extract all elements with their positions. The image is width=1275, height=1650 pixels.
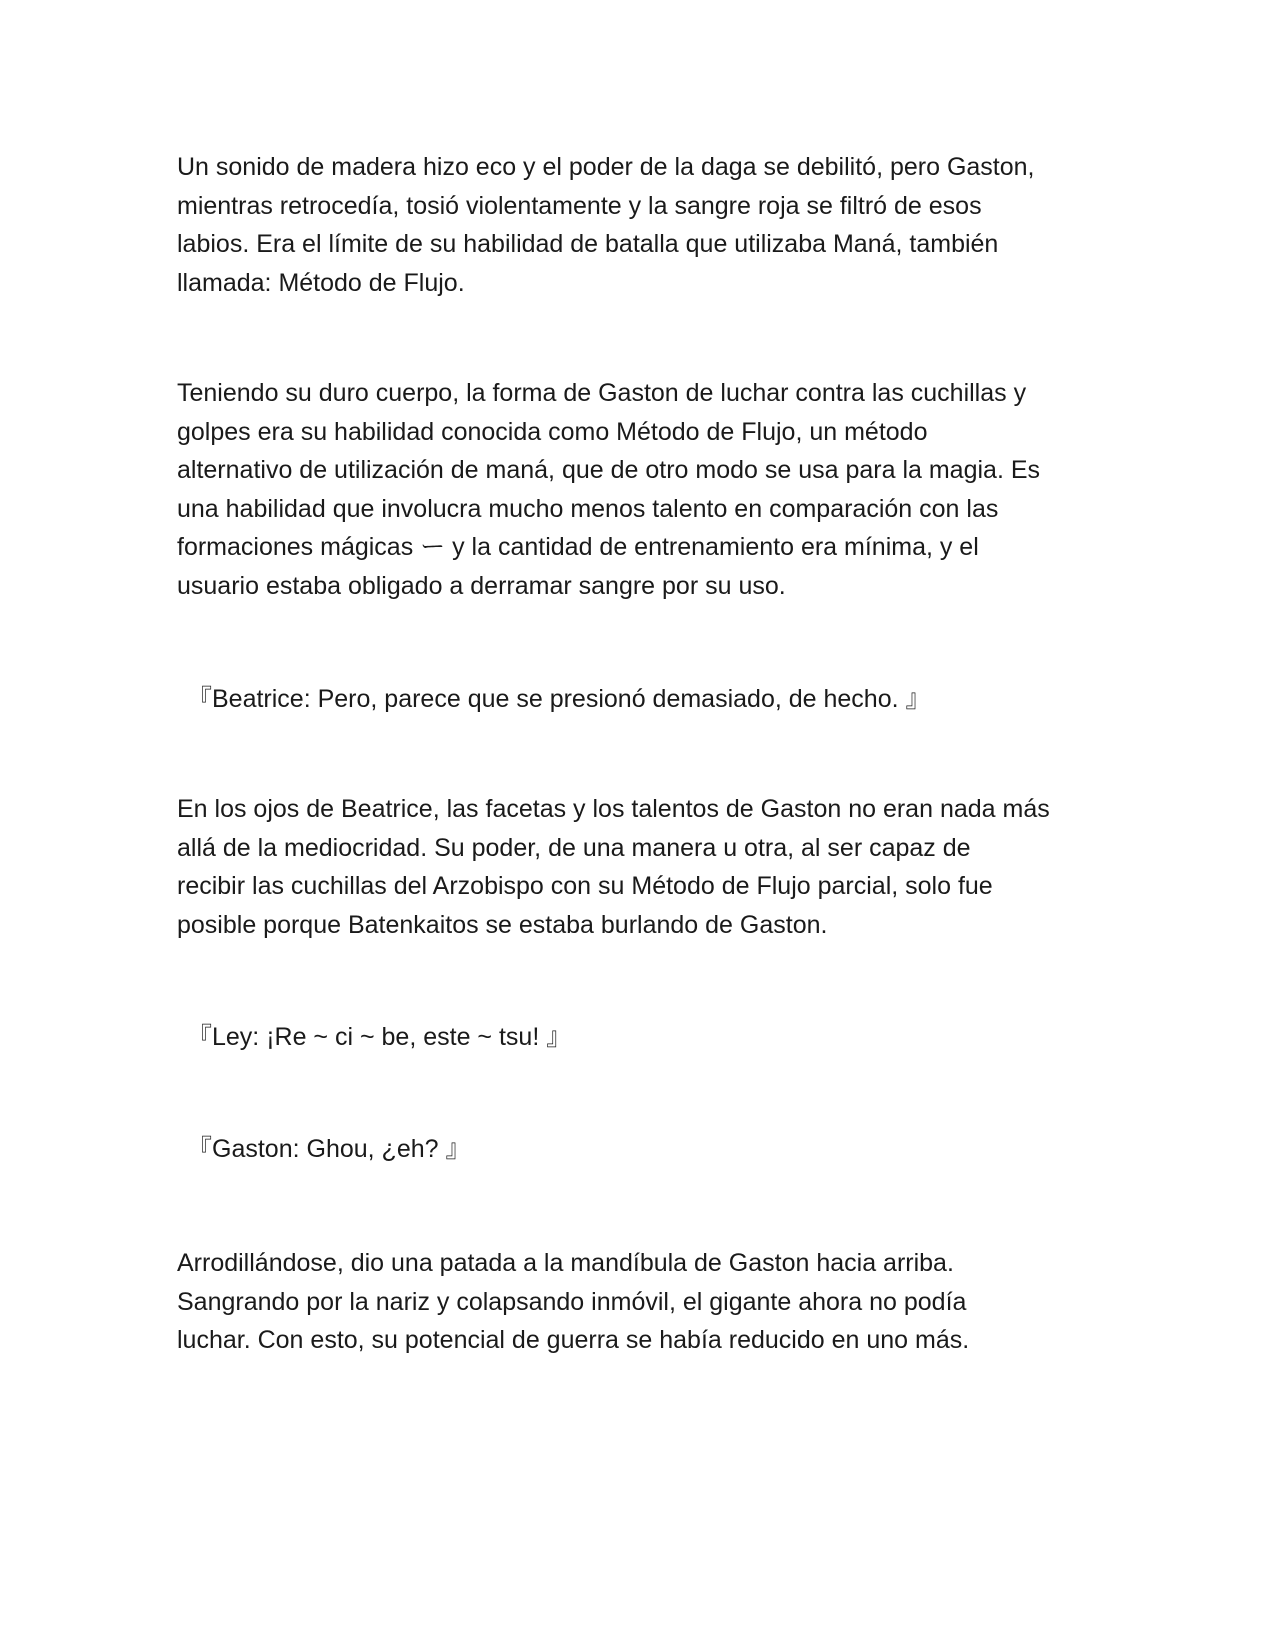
paragraph-line: Un sonido de madera hizo eco y el poder de la daga se debilitó, pero Gaston, — [177, 153, 1035, 181]
paragraph-line: recibir las cuchillas del Arzobispo con su Método de Flujo parcial, solo fue — [177, 872, 993, 901]
paragraph-2 — [177, 374, 1117, 606]
paragraph-line: Arrodillándose, dio una patada a la mandíbula de Gaston hacia arriba. — [177, 1249, 954, 1277]
paragraph-line: Sangrando por la nariz y colapsando inmóvil, el gigante ahora no podía — [177, 1287, 967, 1316]
paragraph-1 — [177, 148, 1117, 302]
paragraph-line: labios. Era el límite de su habilidad de batalla que utilizaba Maná, también — [177, 230, 999, 259]
paragraph-line: formaciones mágicas ー y la cantidad de entrenamiento era mínima, y el — [177, 533, 979, 562]
paragraph-line: usuario estaba obligado a derramar sangre por su uso. — [177, 571, 786, 600]
paragraph-line: una habilidad que involucra mucho menos talento en comparación con las — [177, 494, 999, 523]
paragraph-line: mientras retrocedía, tosió violentamente y la sangre roja se filtró de esos — [177, 191, 982, 220]
dialogue-ley: 『Ley: ¡Re ~ ci ~ be, este ~ tsu! 』 — [187, 1023, 572, 1051]
dialogue-gaston: 『Gaston: Ghou, ¿eh? 』 — [187, 1135, 471, 1163]
paragraph-line: allá de la mediocridad. Su poder, de una manera u otra, al ser capaz de — [177, 833, 971, 862]
paragraph-line: golpes era su habilidad conocida como Método de Flujo, un método — [177, 417, 928, 446]
paragraph-line: Teniendo su duro cuerpo, la forma de Gaston de luchar contra las cuchillas y — [177, 379, 1027, 407]
paragraph-line: llamada: Método de Flujo. — [177, 268, 465, 297]
paragraph-line: posible porque Batenkaitos se estaba burlando de Gaston. — [177, 910, 828, 939]
dialogue-beatrice: 『Beatrice: Pero, parece que se presionó demasiado, de hecho. 』 — [187, 685, 931, 713]
paragraph-line: luchar. Con esto, su potencial de guerra se había reducido en uno más. — [177, 1326, 970, 1355]
paragraph-line: En los ojos de Beatrice, las facetas y los talentos de Gaston no eran nada más — [177, 795, 1050, 823]
paragraph-line: alternativo de utilización de maná, que de otro modo se usa para la magia. Es — [177, 456, 1041, 485]
paragraph-4 — [177, 1244, 1117, 1360]
paragraph-3 — [177, 790, 1117, 944]
